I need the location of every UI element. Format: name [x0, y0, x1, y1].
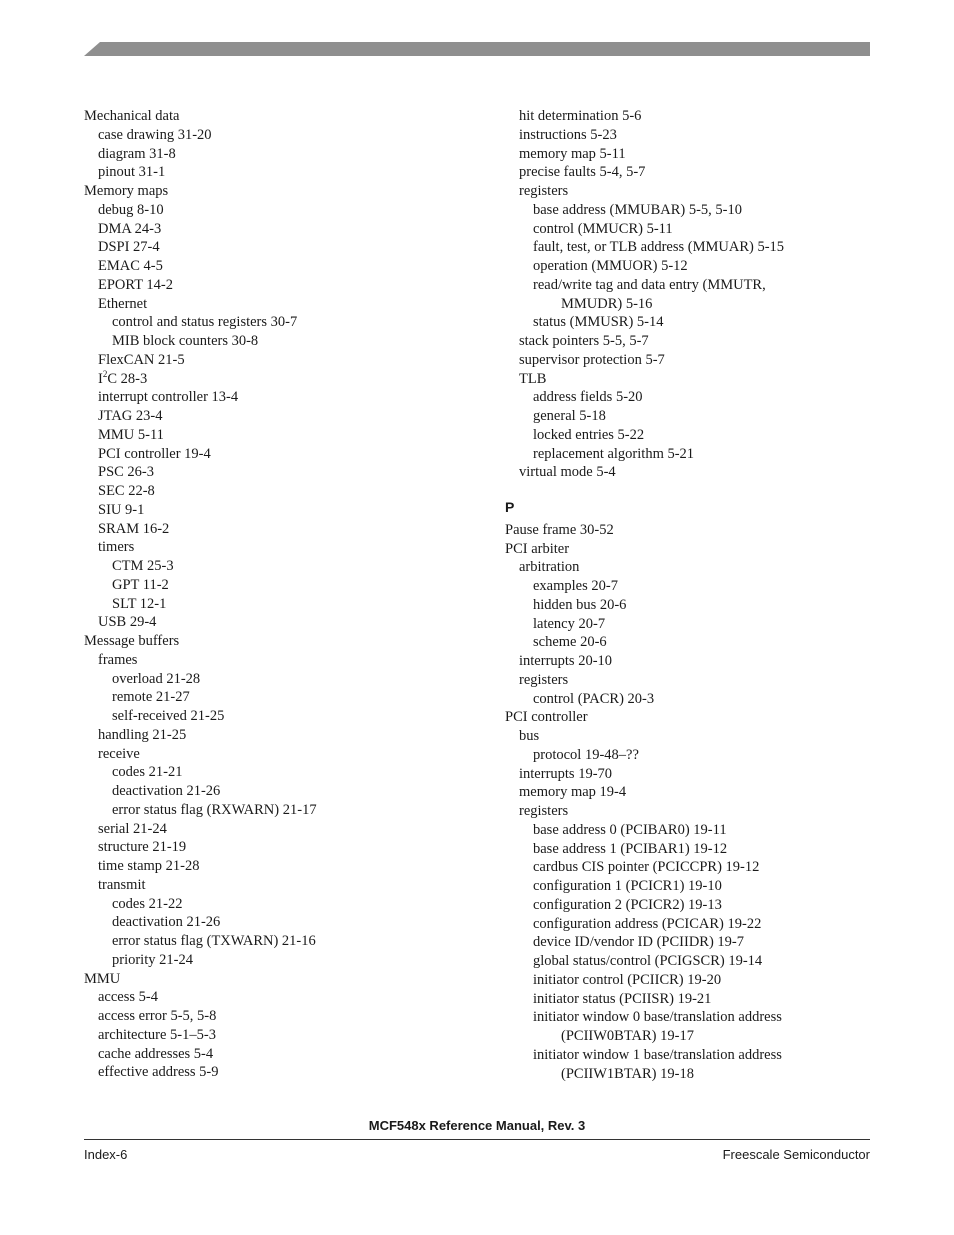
index-entry: structure 21-19 [98, 839, 187, 856]
index-entry: configuration address (PCICAR) 19-22 [533, 915, 762, 932]
entry-text: C 28-3 [107, 370, 148, 387]
index-entry: FlexCAN 21-5 [98, 351, 185, 368]
header-bar [84, 42, 870, 56]
index-entry: error status flag (TXWARN) 21-16 [112, 933, 316, 949]
index-entry: (PCIIW0BTAR) 19-17 [561, 1028, 694, 1044]
index-column-left [84, 107, 484, 1082]
index-entry: general 5-18 [533, 408, 606, 424]
index-entry: interrupts 19-70 [519, 765, 613, 782]
index-entry: operation (MMUOR) 5-12 [533, 258, 688, 274]
index-entry: interrupts 20-10 [519, 653, 613, 669]
index-entry: configuration 2 (PCICR2) 19-13 [533, 896, 722, 913]
index-entry: control (PACR) 20-3 [533, 690, 655, 707]
index-entry: stack pointers 5-5, 5-7 [519, 333, 649, 349]
index-entry: bus [519, 728, 540, 744]
index-entry: frames [98, 651, 138, 668]
index-entry: SRAM 16-2 [98, 520, 170, 537]
index-entry: serial 21-24 [98, 820, 167, 837]
index-entry [84, 370, 484, 389]
index-entry: cardbus CIS pointer (PCICCPR) 19-12 [533, 859, 760, 876]
index-column-right [505, 107, 875, 1083]
index-entry: supervisor protection 5-7 [519, 351, 665, 368]
index-entry: timers [98, 539, 135, 556]
index-entry: fault, test, or TLB address (MMUAR) 5-15 [533, 239, 785, 256]
index-entry: control and status registers 30-7 [112, 314, 298, 331]
index-entry: PCI arbiter [505, 540, 570, 557]
index-entry: cache addresses 5-4 [98, 1045, 214, 1062]
index-entry: (PCIIW1BTAR) 19-18 [561, 1065, 694, 1082]
index-entry: access 5-4 [98, 989, 158, 1006]
index-entry: priority 21-24 [112, 951, 193, 968]
index-entry: USB 29-4 [98, 614, 157, 631]
index-entry: SLT 12-1 [112, 595, 167, 612]
index-entry: CTM 25-3 [112, 558, 174, 574]
index-entry: time stamp 21-28 [98, 858, 200, 874]
index-entry: memory map 19-4 [519, 784, 627, 801]
index-entry: codes 21-21 [112, 764, 183, 781]
index-entry: remote 21-27 [112, 689, 190, 706]
index-entry: Memory maps [84, 183, 169, 199]
index-entry: Message buffers [84, 633, 180, 649]
index-entry: hidden bus 20-6 [533, 596, 627, 613]
index-entry: initiator status (PCIISR) 19-21 [533, 990, 712, 1007]
index-entry: MMU 5-11 [98, 426, 164, 443]
index-entry: SIU 9-1 [98, 501, 145, 518]
index-entry: PSC 26-3 [98, 464, 155, 481]
index-entry: TLB [519, 370, 547, 387]
index-section-heading: P [505, 499, 515, 515]
index-entry: debug 8-10 [98, 201, 164, 218]
index-entry: DMA 24-3 [98, 220, 162, 237]
index-entry: device ID/vendor ID (PCIIDR) 19-7 [533, 934, 745, 951]
index-entry: handling 21-25 [98, 726, 187, 743]
index-entry: replacement algorithm 5-21 [533, 445, 695, 462]
index-entry: EMAC 4-5 [98, 258, 163, 274]
index-entry: diagram 31-8 [98, 145, 176, 162]
index-entry: protocol 19-48–?? [533, 746, 639, 763]
index-entry: PCI controller 19-4 [98, 445, 211, 462]
index-entry: effective address 5-9 [98, 1064, 219, 1081]
index-entry: codes 21-22 [112, 895, 183, 912]
index-entry: transmit [98, 876, 146, 893]
footer-divider [84, 1139, 870, 1140]
index-entry: registers [519, 671, 569, 688]
index-entry: Pause frame 30-52 [505, 521, 614, 538]
index-entry: overload 21-28 [112, 670, 201, 687]
index-entry: MIB block counters 30-8 [112, 333, 259, 349]
index-entry: MMUDR) 5-16 [561, 295, 653, 312]
index-entry: read/write tag and data entry (MMUTR, [533, 276, 766, 293]
index-entry: SEC 22-8 [98, 483, 155, 499]
index-entry: configuration 1 (PCICR1) 19-10 [533, 878, 722, 894]
index-entry: arbitration [519, 559, 580, 576]
index-entry: initiator window 0 base/translation address [533, 1009, 782, 1026]
index-entry: initiator window 1 base/translation address [533, 1046, 782, 1063]
index-entry: self-received 21-25 [112, 708, 225, 724]
index-entry: pinout 31-1 [98, 164, 166, 181]
index-entry: memory map 5-11 [519, 145, 626, 162]
index-entry: access error 5-5, 5-8 [98, 1008, 217, 1024]
index-entry: base address 0 (PCIBAR0) 19-11 [533, 821, 727, 838]
footer-title: MCF548x Reference Manual, Rev. 3 [368, 1118, 586, 1133]
index-entry: registers [519, 803, 569, 819]
index-entry: deactivation 21-26 [112, 783, 221, 799]
index-entry: case drawing 31-20 [98, 126, 212, 143]
index-entry: deactivation 21-26 [112, 914, 221, 931]
index-entry: architecture 5-1–5-3 [98, 1026, 216, 1043]
index-entry: examples 20-7 [533, 578, 618, 594]
index-entry: Ethernet [98, 295, 148, 312]
index-entry: precise faults 5-4, 5-7 [519, 164, 646, 181]
index-entry: registers [519, 183, 569, 199]
index-entry: initiator control (PCIICR) 19-20 [533, 971, 722, 988]
index-entry: Mechanical data [84, 108, 180, 124]
index-entry: instructions 5-23 [519, 126, 617, 143]
entry-superscript: 2 [102, 368, 108, 379]
index-entry: error status flag (RXWARN) 21-17 [112, 801, 317, 818]
index-entry: base address (MMUBAR) 5-5, 5-10 [533, 201, 743, 218]
index-entry: latency 20-7 [533, 615, 606, 632]
index-entry: DSPI 27-4 [98, 239, 160, 256]
index-entry: base address 1 (PCIBAR1) 19-12 [533, 840, 728, 857]
index-entry: address fields 5-20 [533, 389, 643, 406]
index-entry: interrupt controller 13-4 [98, 389, 239, 406]
index-entry: control (MMUCR) 5-11 [533, 220, 673, 237]
index-entry: PCI controller [505, 709, 588, 726]
index-entry: locked entries 5-22 [533, 426, 645, 443]
index-entry: MMU [84, 970, 121, 987]
company-name: Freescale Semiconductor [722, 1147, 870, 1162]
index-entry: receive [98, 745, 140, 762]
index-entry: GPT 11-2 [112, 576, 169, 593]
index-entry: hit determination 5-6 [519, 108, 642, 124]
index-entry: global status/control (PCIGSCR) 19-14 [533, 953, 763, 969]
page-number: Index-6 [84, 1147, 128, 1162]
index-entry: virtual mode 5-4 [519, 464, 616, 481]
entry-prefix: I [98, 370, 103, 387]
index-entry: JTAG 23-4 [98, 408, 163, 424]
index-entry: EPORT 14-2 [98, 276, 173, 293]
index-entry: scheme 20-6 [533, 634, 607, 651]
index-entry: status (MMUSR) 5-14 [533, 314, 664, 331]
